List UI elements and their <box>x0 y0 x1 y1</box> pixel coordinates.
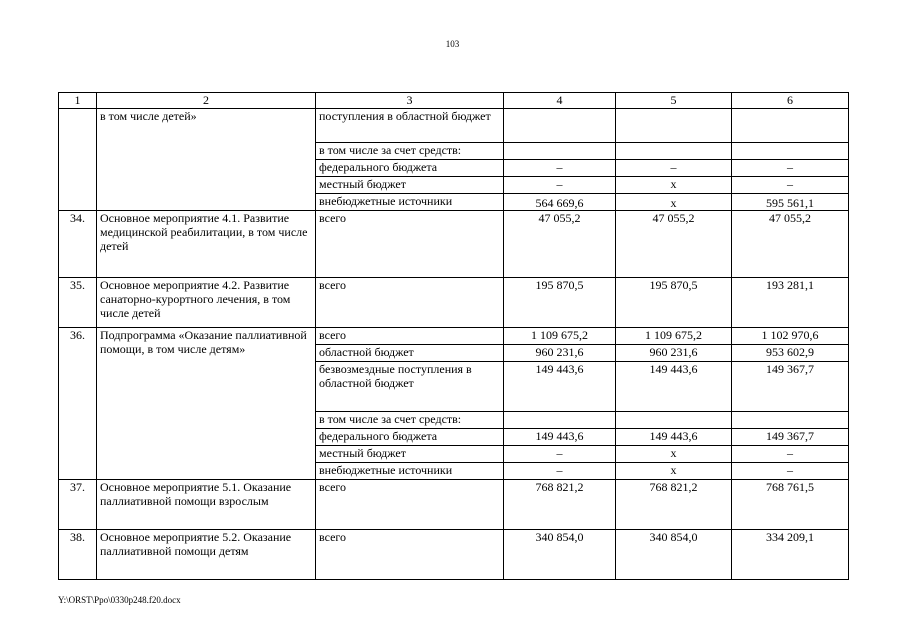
row-number: 34. <box>59 211 97 278</box>
row-number <box>59 109 97 211</box>
column-header-3: 3 <box>316 93 504 109</box>
table-row <box>59 278 849 328</box>
value-col-6 <box>732 412 849 429</box>
value-col-6: 595 561,1 <box>732 194 849 211</box>
value-col-4: – <box>504 160 616 177</box>
value-col-6: 334 209,1 <box>732 530 849 580</box>
value-col-6: – <box>732 177 849 194</box>
value-col-5 <box>616 412 732 429</box>
column-header-5: 5 <box>616 93 732 109</box>
value-col-6: 149 367,7 <box>732 362 849 412</box>
value-col-4: – <box>504 463 616 480</box>
value-col-4: 564 669,6 <box>504 194 616 211</box>
value-col-6: 193 281,1 <box>732 278 849 328</box>
value-col-4: 768 821,2 <box>504 480 616 530</box>
value-col-5: х <box>616 446 732 463</box>
funding-source: местный бюджет <box>316 177 504 194</box>
value-col-4 <box>504 109 616 143</box>
value-col-4: – <box>504 446 616 463</box>
value-col-5: х <box>616 194 732 211</box>
value-col-6: – <box>732 160 849 177</box>
column-header-1: 1 <box>59 93 97 109</box>
value-col-4: 340 854,0 <box>504 530 616 580</box>
funding-source: всего <box>316 480 504 530</box>
value-col-6 <box>732 143 849 160</box>
funding-source: федерального бюджета <box>316 160 504 177</box>
program-name: Основное мероприятие 5.1. Оказание паллиативной помощи взрослым <box>97 480 316 530</box>
value-col-4: 149 443,6 <box>504 362 616 412</box>
value-col-4 <box>504 412 616 429</box>
column-header-6: 6 <box>732 93 849 109</box>
budget-table <box>58 92 849 580</box>
value-col-6: – <box>732 463 849 480</box>
funding-source: в том числе за счет средств: <box>316 412 504 429</box>
value-col-4: 47 055,2 <box>504 211 616 278</box>
funding-source: всего <box>316 211 504 278</box>
funding-source: областной бюджет <box>316 345 504 362</box>
value-col-5: 1 109 675,2 <box>616 328 732 345</box>
value-col-5: 47 055,2 <box>616 211 732 278</box>
row-number: 36. <box>59 328 97 480</box>
value-col-5: 149 443,6 <box>616 429 732 446</box>
funding-source: всего <box>316 328 504 345</box>
value-col-4: 960 231,6 <box>504 345 616 362</box>
value-col-4: 149 443,6 <box>504 429 616 446</box>
page-number: 103 <box>445 39 460 49</box>
table-body <box>59 93 849 580</box>
funding-source: федерального бюджета <box>316 429 504 446</box>
column-header-4: 4 <box>504 93 616 109</box>
value-col-6: – <box>732 446 849 463</box>
row-number: 35. <box>59 278 97 328</box>
table-row <box>59 328 849 345</box>
value-col-5 <box>616 109 732 143</box>
file-path-footer: Y:\ORST\Ppo\0330p248.f20.docx <box>58 595 181 605</box>
program-name: Подпрограмма «Оказание паллиативной помощи, в том числе детям» <box>97 328 316 480</box>
row-number: 37. <box>59 480 97 530</box>
program-name: Основное мероприятие 5.2. Оказание паллиативной помощи детям <box>97 530 316 580</box>
value-col-6: 149 367,7 <box>732 429 849 446</box>
value-col-4: – <box>504 177 616 194</box>
value-col-4 <box>504 143 616 160</box>
value-col-6: 953 602,9 <box>732 345 849 362</box>
value-col-5: 768 821,2 <box>616 480 732 530</box>
value-col-5: 960 231,6 <box>616 345 732 362</box>
program-name: в том числе детей» <box>97 109 316 211</box>
table-row <box>59 211 849 278</box>
value-col-5 <box>616 143 732 160</box>
funding-source: внебюджетные источники <box>316 463 504 480</box>
value-col-5: 340 854,0 <box>616 530 732 580</box>
funding-source: всего <box>316 278 504 328</box>
table-row <box>59 109 849 143</box>
funding-source: всего <box>316 530 504 580</box>
table-row <box>59 480 849 530</box>
value-col-5: – <box>616 160 732 177</box>
table-row <box>59 530 849 580</box>
value-col-6: 768 761,5 <box>732 480 849 530</box>
value-col-5: х <box>616 177 732 194</box>
value-col-5: 149 443,6 <box>616 362 732 412</box>
column-header-2: 2 <box>97 93 316 109</box>
program-name: Основное мероприятие 4.2. Развитие санаторно-курортного лечения, в том числе детей <box>97 278 316 328</box>
value-col-6: 1 102 970,6 <box>732 328 849 345</box>
funding-source: внебюджетные источники <box>316 194 504 211</box>
value-col-6 <box>732 109 849 143</box>
value-col-4: 195 870,5 <box>504 278 616 328</box>
column-header-row <box>59 93 849 109</box>
row-number: 38. <box>59 530 97 580</box>
program-name: Основное мероприятие 4.1. Развитие медицинской реабилитации, в том числе детей <box>97 211 316 278</box>
funding-source: в том числе за счет средств: <box>316 143 504 160</box>
value-col-5: 195 870,5 <box>616 278 732 328</box>
value-col-6: 47 055,2 <box>732 211 849 278</box>
value-col-5: х <box>616 463 732 480</box>
value-col-4: 1 109 675,2 <box>504 328 616 345</box>
funding-source: местный бюджет <box>316 446 504 463</box>
funding-source: поступления в областной бюджет <box>316 109 504 143</box>
funding-source: безвозмездные поступления в областной бюджет <box>316 362 504 412</box>
